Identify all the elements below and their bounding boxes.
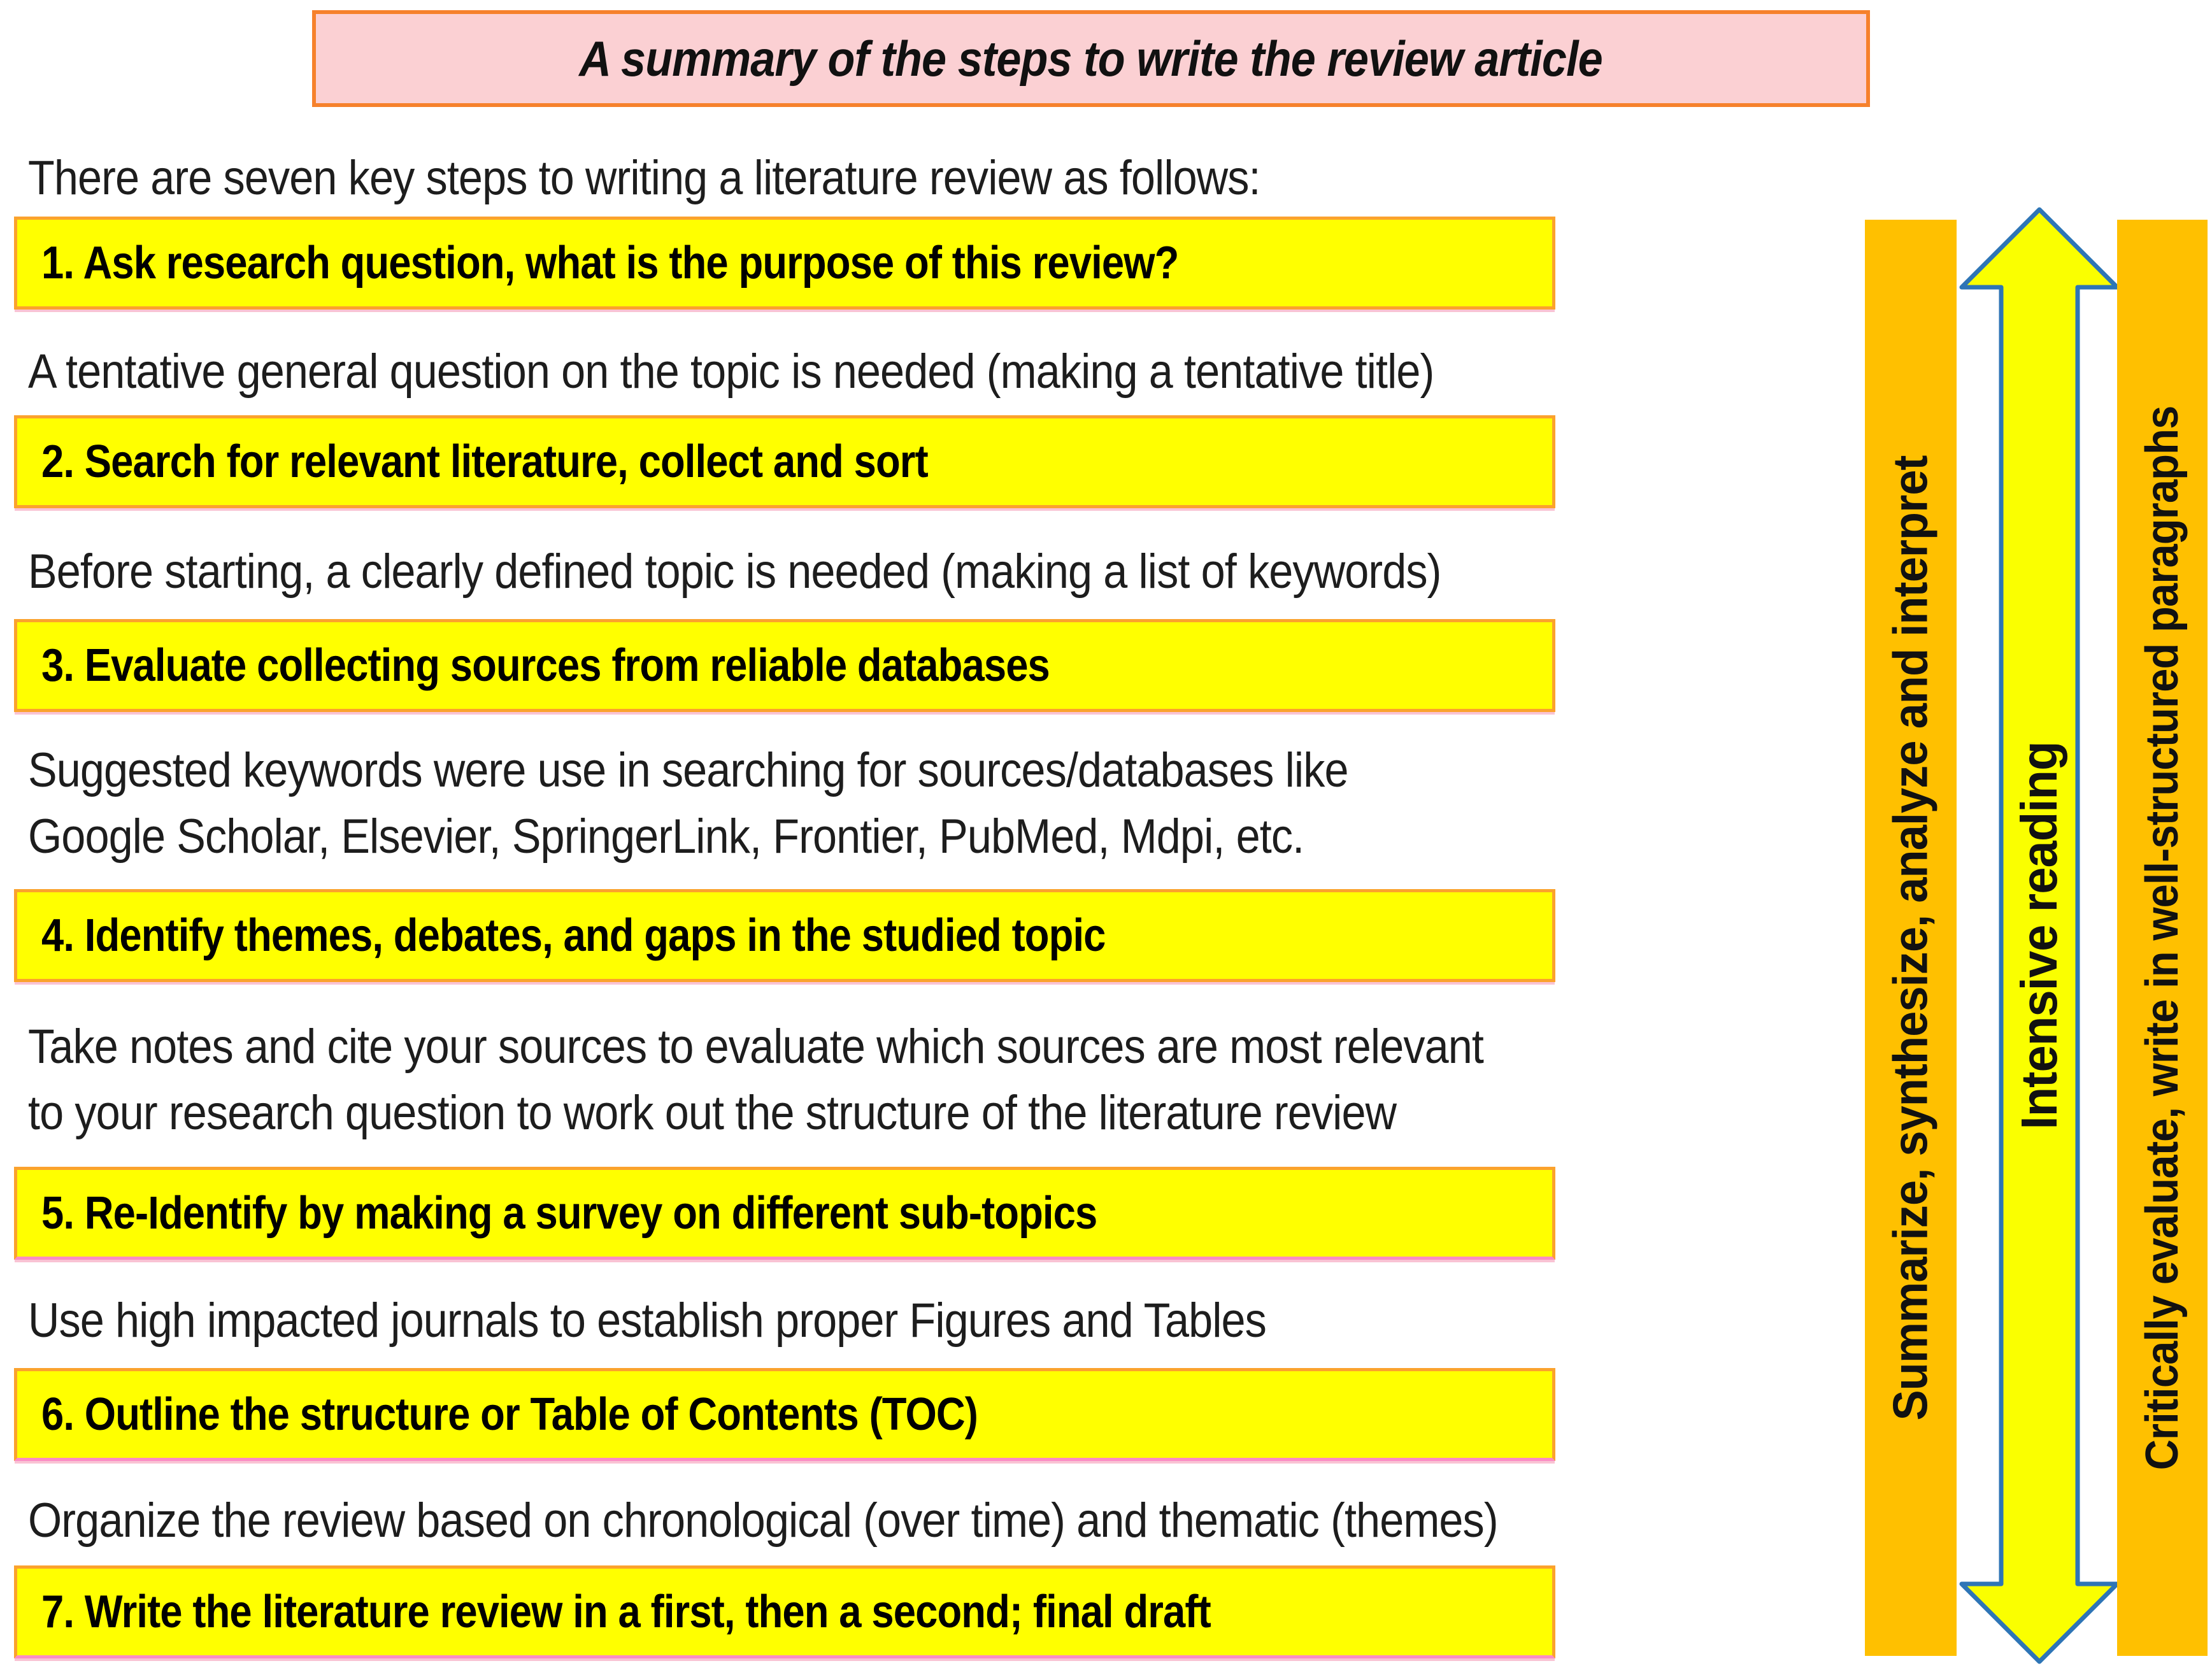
note-line: Before starting, a clearly defined topic is needed (making a list of keywords) bbox=[28, 545, 1441, 599]
title-text: A summary of the steps to write the review article bbox=[579, 30, 1603, 87]
note-line: Suggested keywords were use in searching for sources/databases like bbox=[28, 743, 1348, 797]
note-line: Take notes and cite your sources to evaluate which sources are most relevant bbox=[28, 1020, 1484, 1074]
step-label: 6. Outline the structure or Table of Contents (TOC) bbox=[41, 1389, 978, 1440]
step-label: 5. Re-Identify by making a survey on different sub-topics bbox=[41, 1188, 1097, 1239]
note-3 bbox=[28, 738, 1495, 870]
step-box-7 bbox=[14, 1565, 1555, 1658]
step-box-1 bbox=[14, 217, 1555, 310]
step-label: 4. Identify themes, debates, and gaps in the studied topic bbox=[41, 910, 1106, 961]
note-2 bbox=[28, 539, 1598, 605]
step-label: 2. Search for relevant literature, collect and sort bbox=[41, 436, 928, 487]
note-line: A tentative general question on the topic is needed (making a tentative title) bbox=[28, 345, 1434, 399]
note-line: Use high impacted journals to establish proper Figures and Tables bbox=[28, 1294, 1266, 1348]
step-box-3 bbox=[14, 619, 1555, 712]
title-banner bbox=[312, 10, 1870, 107]
step-box-5 bbox=[14, 1167, 1555, 1260]
intensive-reading-label: Intensive reading bbox=[2011, 741, 2067, 1130]
step-label: 3. Evaluate collecting sources from reliable databases bbox=[41, 640, 1050, 691]
step-label: 7. Write the literature review in a first, then a second; final draft bbox=[41, 1586, 1211, 1637]
note-6 bbox=[28, 1488, 1661, 1554]
step-box-4 bbox=[14, 889, 1555, 982]
summarize-bar-label: Summarize, synthesize, analyze and interpret bbox=[1883, 455, 1938, 1421]
note-line: Google Scholar, Elsevier, SpringerLink, Frontier, PubMed, Mdpi, etc. bbox=[28, 809, 1304, 864]
intro-text: There are seven key steps to writing a literature review as follows: bbox=[28, 151, 1260, 205]
step-box-6 bbox=[14, 1368, 1555, 1461]
step-box-2 bbox=[14, 415, 1555, 508]
summarize-bar bbox=[1865, 220, 1957, 1656]
note-1 bbox=[28, 339, 1590, 405]
step-label: 1. Ask research question, what is the purpose of this review? bbox=[41, 238, 1179, 289]
critically-evaluate-bar-label: Critically evaluate, write in well-structured paragraphs bbox=[2137, 406, 2188, 1470]
note-line: to your research question to work out the structure of the literature review bbox=[28, 1086, 1397, 1140]
intro bbox=[28, 145, 1397, 211]
note-5 bbox=[28, 1288, 1404, 1354]
critically-evaluate-bar bbox=[2117, 220, 2208, 1656]
note-line: Organize the review based on chronological (over time) and thematic (themes) bbox=[28, 1493, 1498, 1548]
note-4 bbox=[28, 1014, 1645, 1146]
intensive-reading-arrow bbox=[1957, 206, 2122, 1665]
